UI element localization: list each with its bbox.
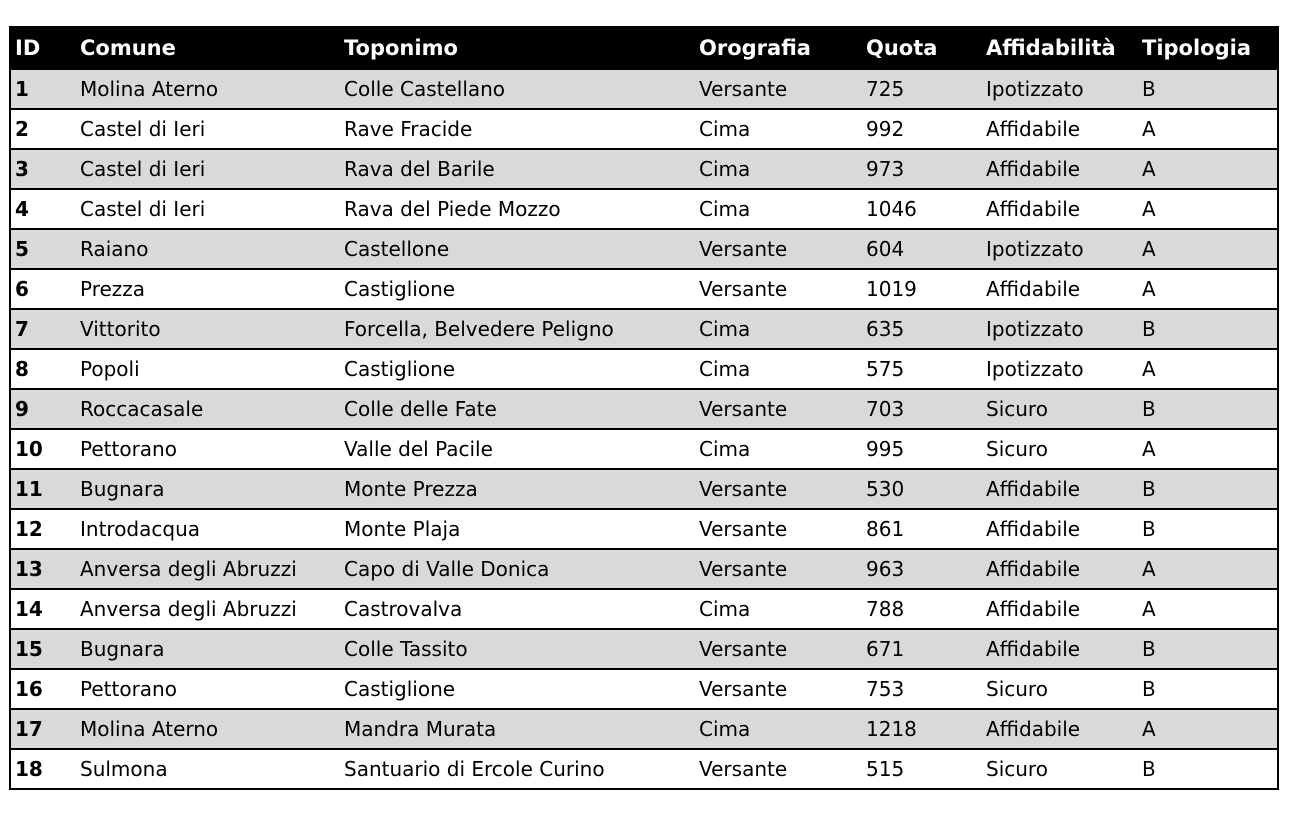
header-id: ID [15, 36, 41, 60]
cell-comune: Castel di Ieri [80, 117, 206, 141]
table-row [10, 349, 1278, 389]
cell-comune: Anversa degli Abruzzi [80, 557, 297, 581]
cell-affidabilita: Affidabile [986, 517, 1081, 541]
header-quota: Quota [866, 36, 938, 60]
cell-quota: 1218 [866, 717, 917, 741]
cell-affidabilita: Affidabile [986, 197, 1081, 221]
header-tipologia: Tipologia [1142, 36, 1252, 60]
cell-tipologia: A [1142, 277, 1156, 301]
header-toponimo: Toponimo [344, 36, 458, 60]
table-header [10, 27, 1278, 69]
cell-quota: 861 [866, 517, 905, 541]
cell-tipologia: A [1142, 237, 1156, 261]
cell-comune: Molina Aterno [80, 77, 219, 101]
cell-quota: 703 [866, 397, 905, 421]
cell-id: 11 [15, 477, 43, 501]
cell-affidabilita: Ipotizzato [986, 237, 1084, 261]
cell-toponimo: Monte Prezza [344, 477, 478, 501]
cell-tipologia: B [1142, 77, 1156, 101]
cell-affidabilita: Affidabile [986, 277, 1081, 301]
cell-comune: Anversa degli Abruzzi [80, 597, 297, 621]
cell-quota: 1019 [866, 277, 917, 301]
cell-quota: 604 [866, 237, 905, 261]
cell-tipologia: A [1142, 557, 1156, 581]
cell-quota: 725 [866, 77, 905, 101]
cell-comune: Bugnara [80, 637, 165, 661]
table-row [10, 429, 1278, 469]
cell-comune: Prezza [80, 277, 146, 301]
cell-id: 13 [15, 557, 43, 581]
cell-toponimo: Castellone [344, 237, 450, 261]
cell-quota: 788 [866, 597, 905, 621]
cell-comune: Raiano [80, 237, 149, 261]
cell-quota: 671 [866, 637, 905, 661]
table-row [10, 669, 1278, 709]
table-row [10, 709, 1278, 749]
cell-comune: Castel di Ieri [80, 157, 206, 181]
cell-toponimo: Valle del Pacile [344, 437, 493, 461]
cell-comune: Molina Aterno [80, 717, 219, 741]
cell-orografia: Cima [699, 597, 751, 621]
table-row [10, 309, 1278, 349]
table-row [10, 509, 1278, 549]
cell-tipologia: B [1142, 317, 1156, 341]
cell-toponimo: Forcella, Belvedere Peligno [344, 317, 614, 341]
cell-affidabilita: Sicuro [986, 397, 1048, 421]
cell-quota: 995 [866, 437, 905, 461]
cell-orografia: Cima [699, 357, 751, 381]
table-body [10, 69, 1278, 789]
cell-orografia: Versante [699, 77, 788, 101]
cell-orografia: Cima [699, 117, 751, 141]
cell-quota: 992 [866, 117, 905, 141]
cell-tipologia: A [1142, 357, 1156, 381]
cell-id: 16 [15, 677, 43, 701]
cell-id: 17 [15, 717, 43, 741]
table-row [10, 229, 1278, 269]
cell-affidabilita: Sicuro [986, 437, 1048, 461]
header-row [10, 27, 1278, 69]
cell-id: 2 [15, 117, 29, 141]
table-row [10, 589, 1278, 629]
cell-affidabilita: Affidabile [986, 557, 1081, 581]
cell-id: 1 [15, 77, 29, 101]
cell-orografia: Cima [699, 317, 751, 341]
cell-tipologia: B [1142, 477, 1156, 501]
table-row [10, 269, 1278, 309]
cell-comune: Roccacasale [80, 397, 204, 421]
cell-affidabilita: Affidabile [986, 597, 1081, 621]
cell-toponimo: Rava del Barile [344, 157, 495, 181]
cell-affidabilita: Affidabile [986, 477, 1081, 501]
cell-id: 6 [15, 277, 29, 301]
cell-toponimo: Castiglione [344, 677, 456, 701]
cell-toponimo: Colle Tassito [344, 637, 468, 661]
cell-toponimo: Colle Castellano [344, 77, 506, 101]
cell-id: 4 [15, 197, 29, 221]
table-row [10, 629, 1278, 669]
cell-toponimo: Rave Fracide [344, 117, 473, 141]
table-row [10, 549, 1278, 589]
cell-affidabilita: Affidabile [986, 717, 1081, 741]
cell-orografia: Versante [699, 397, 788, 421]
table-row [10, 389, 1278, 429]
cell-id: 8 [15, 357, 29, 381]
cell-tipologia: B [1142, 637, 1156, 661]
cell-quota: 753 [866, 677, 905, 701]
cell-affidabilita: Affidabile [986, 637, 1081, 661]
table-row [10, 109, 1278, 149]
cell-toponimo: Castiglione [344, 277, 456, 301]
header-affidabilita: Affidabilità [986, 36, 1116, 60]
cell-toponimo: Santuario di Ercole Curino [344, 757, 605, 781]
table-row [10, 149, 1278, 189]
cell-id: 10 [15, 437, 43, 461]
header-comune: Comune [80, 36, 176, 60]
cell-orografia: Cima [699, 157, 751, 181]
cell-tipologia: B [1142, 397, 1156, 421]
cell-orografia: Versante [699, 677, 788, 701]
cell-toponimo: Castrovalva [344, 597, 463, 621]
cell-orografia: Versante [699, 277, 788, 301]
table-row [10, 469, 1278, 509]
header-orografia: Orografia [699, 36, 811, 60]
cell-quota: 515 [866, 757, 905, 781]
cell-comune: Castel di Ieri [80, 197, 206, 221]
cell-tipologia: A [1142, 717, 1156, 741]
cell-id: 15 [15, 637, 43, 661]
cell-comune: Bugnara [80, 477, 165, 501]
cell-id: 14 [15, 597, 43, 621]
cell-affidabilita: Sicuro [986, 757, 1048, 781]
cell-comune: Introdacqua [80, 517, 201, 541]
cell-tipologia: A [1142, 197, 1156, 221]
table-row [10, 189, 1278, 229]
cell-tipologia: B [1142, 757, 1156, 781]
cell-tipologia: B [1142, 517, 1156, 541]
cell-quota: 530 [866, 477, 905, 501]
cell-quota: 1046 [866, 197, 917, 221]
cell-comune: Sulmona [80, 757, 168, 781]
cell-comune: Pettorano [80, 437, 177, 461]
cell-affidabilita: Affidabile [986, 157, 1081, 181]
cell-toponimo: Rava del Piede Mozzo [344, 197, 561, 221]
cell-toponimo: Mandra Murata [344, 717, 497, 741]
cell-affidabilita: Ipotizzato [986, 317, 1084, 341]
cell-tipologia: A [1142, 157, 1156, 181]
cell-quota: 635 [866, 317, 905, 341]
cell-orografia: Versante [699, 557, 788, 581]
cell-toponimo: Capo di Valle Donica [344, 557, 550, 581]
cell-toponimo: Colle delle Fate [344, 397, 497, 421]
cell-orografia: Cima [699, 717, 751, 741]
cell-comune: Vittorito [80, 317, 161, 341]
sites-table [9, 26, 1279, 790]
cell-orografia: Versante [699, 237, 788, 261]
cell-id: 12 [15, 517, 43, 541]
cell-tipologia: A [1142, 597, 1156, 621]
cell-affidabilita: Sicuro [986, 677, 1048, 701]
table-row [10, 749, 1278, 789]
cell-tipologia: A [1142, 437, 1156, 461]
cell-quota: 963 [866, 557, 905, 581]
cell-tipologia: A [1142, 117, 1156, 141]
cell-comune: Pettorano [80, 677, 177, 701]
cell-id: 5 [15, 237, 29, 261]
cell-orografia: Versante [699, 517, 788, 541]
table-row [10, 69, 1278, 109]
cell-affidabilita: Ipotizzato [986, 77, 1084, 101]
cell-quota: 973 [866, 157, 905, 181]
cell-toponimo: Castiglione [344, 357, 456, 381]
cell-orografia: Cima [699, 437, 751, 461]
cell-toponimo: Monte Plaja [344, 517, 461, 541]
cell-tipologia: B [1142, 677, 1156, 701]
cell-id: 3 [15, 157, 29, 181]
cell-comune: Popoli [80, 357, 140, 381]
cell-id: 9 [15, 397, 29, 421]
cell-orografia: Versante [699, 477, 788, 501]
cell-affidabilita: Affidabile [986, 117, 1081, 141]
cell-orografia: Versante [699, 757, 788, 781]
cell-orografia: Cima [699, 197, 751, 221]
cell-affidabilita: Ipotizzato [986, 357, 1084, 381]
cell-id: 18 [15, 757, 43, 781]
cell-quota: 575 [866, 357, 905, 381]
cell-id: 7 [15, 317, 29, 341]
cell-orografia: Versante [699, 637, 788, 661]
